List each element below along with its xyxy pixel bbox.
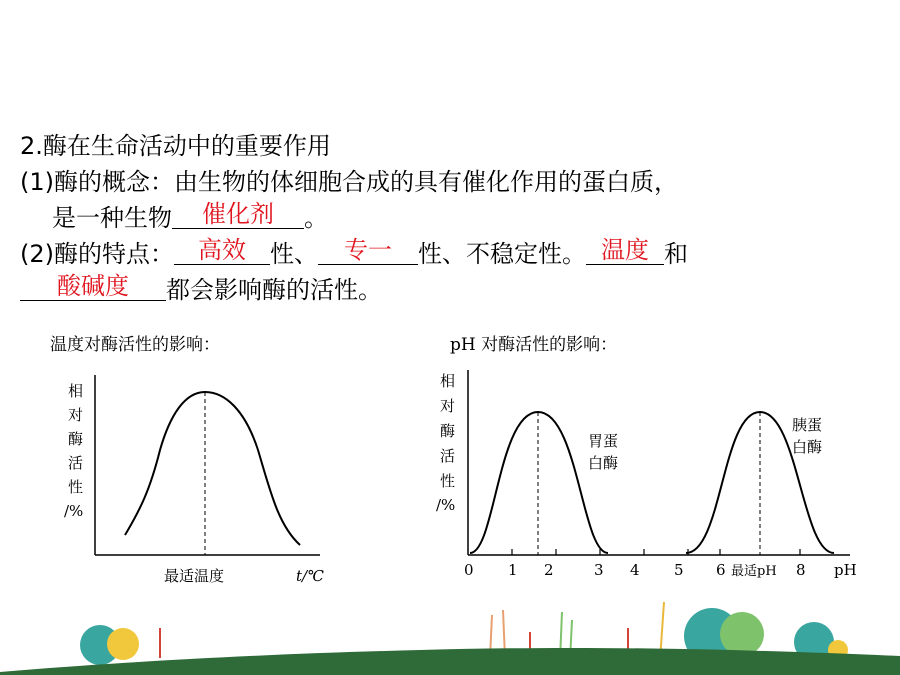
factor-and: 和 (664, 240, 688, 268)
blank-factor-1 (586, 236, 664, 265)
section-heading: 2.酶在生命活动中的重要作用 (20, 132, 331, 160)
tick-5: 5 (674, 561, 684, 579)
pepsin-curve (470, 412, 608, 553)
concept-period: 。 (304, 204, 328, 232)
answer-trait-2: 专一 (344, 236, 392, 264)
pepsin-label-1: 胃蛋 (588, 432, 619, 450)
tick-2: 2 (544, 561, 554, 579)
left-ylabel-6: /% (64, 502, 84, 520)
concept-line-1 (20, 164, 880, 200)
factors-suffix: 都会影响酶的活性。 (166, 276, 382, 304)
tick-6: 6 (716, 561, 726, 579)
left-optimum-label: 最适温度 (164, 567, 225, 585)
trait-sep-2: 性、不稳定性。 (418, 240, 586, 268)
left-ylabel-4: 活 (68, 454, 84, 472)
blank-catalyst (172, 200, 304, 229)
right-ylabel-1: 相 (440, 372, 456, 390)
pepsin-label-2: 白酶 (588, 454, 619, 472)
trypsin-curve (686, 412, 834, 553)
factors-line (20, 272, 880, 308)
right-ylabel-2: 对 (440, 397, 456, 415)
concept-text: (1)酶的概念：由生物的体细胞合成的具有催化作用的蛋白质， (20, 168, 678, 196)
section-heading-line (20, 128, 880, 164)
tick-0: 0 (464, 561, 474, 579)
right-chart-title: pH 对酶活性的影响： (450, 335, 618, 355)
left-ylabel-1: 相 (68, 382, 84, 400)
answer-factor-2: 酸碱度 (57, 272, 129, 300)
trait-sep-1: 性、 (270, 240, 318, 268)
left-ylabel-3: 酶 (68, 430, 84, 448)
right-ylabel-4: 活 (440, 447, 456, 465)
right-ylabel-5: 性 (440, 472, 456, 490)
bush-green-right (720, 612, 764, 656)
decorative-landscape (0, 600, 900, 675)
answer-trait-1: 高效 (198, 236, 246, 264)
right-ylabel-3: 酶 (440, 422, 456, 440)
right-ylabel-6: /% (436, 496, 456, 514)
blank-trait-2 (318, 236, 418, 265)
right-x-unit: pH (834, 561, 857, 579)
answer-catalyst: 催化剂 (202, 200, 274, 228)
answer-factor-1: 温度 (601, 236, 649, 264)
left-x-unit: t/℃ (296, 567, 324, 585)
trypsin-label-2: 白酶 (792, 438, 823, 456)
left-ylabel-2: 对 (68, 406, 84, 424)
blank-trait-1 (174, 236, 270, 265)
trypsin-label-1: 胰蛋 (792, 416, 823, 434)
temperature-curve (125, 392, 300, 545)
left-chart-title: 温度对酶活性的影响： (50, 335, 220, 355)
tick-4: 4 (630, 561, 640, 579)
left-ylabel-5: 性 (68, 478, 84, 496)
tick-3: 3 (594, 561, 604, 579)
concept-text-2: 是一种生物 (52, 204, 172, 232)
tick-1: 1 (508, 561, 518, 579)
optimum-ph-label: 最适pH (731, 564, 777, 579)
traits-prefix: (2)酶的特点： (20, 240, 174, 268)
bush-yellow-left (107, 628, 139, 660)
text-block (20, 128, 880, 308)
traits-line (20, 236, 880, 272)
blank-factor-2 (20, 272, 166, 301)
concept-line-2 (20, 200, 880, 236)
tick-8: 8 (796, 561, 806, 579)
